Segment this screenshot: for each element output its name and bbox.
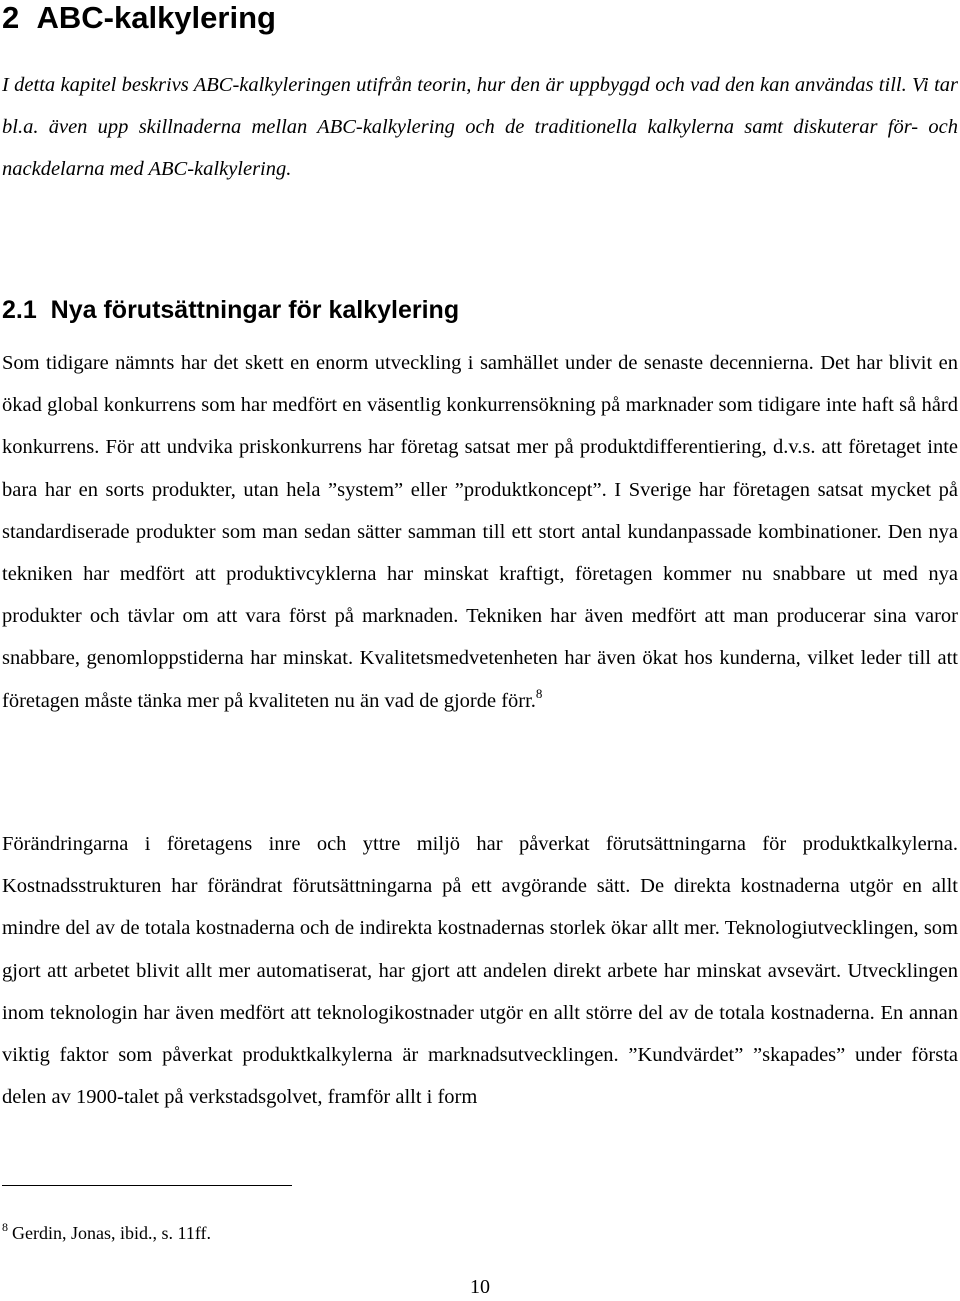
- paragraph-1: [2, 342, 958, 722]
- footnote-separator: [2, 1185, 292, 1186]
- section-number: 2.1: [2, 296, 37, 324]
- chapter-intro: I detta kapitel beskrivs ABC-kalkyleringen utifrån teorin, hur den är uppbyggd och vad den kan användas till. Vi tar bl.a. även upp skillnaderna mellan ABC-kalkylering och de traditionella kalkylerna samt diskuterar för- och nackdelarna med ABC-kalkylering.: [2, 74, 958, 180]
- section-title: Nya förutsättningar för kalkylering: [50, 296, 460, 324]
- chapter-heading: [2, 0, 276, 36]
- footnote-mark: 8: [2, 1220, 8, 1234]
- paragraph-1-text: Som tidigare nämnts har det skett en enorm utveckling i samhället under de senaste decennierna. Det har blivit en ökad global konkurrens som har medfört en väsentlig konkurrensökning på marknader som tidigare inte haft så hård konkurrens. För att undvika priskonkurrens har företag satsat mer på produktdifferentiering, d.v.s. att företaget inte bara har en sorts produkter, utan hela ”system” eller ”produktkoncept”. I Sverige har företagen satsat mycket på standardiserade produkter som man sedan sätter samman till ett stort antal kundanpassade kombinationer. Den nya tekniken har medfört att produktivcyklerna har minskat kraftigt, företagen kommer nu snabbare ut med nya produkter och tävlar om att vara först på marknaden. Tekniken har även medfört att man producerar sina varor snabbare, genomloppstiderna har minskat. Kvalitetsmedvetenheten har även ökat hos kunderna, vilket leder till att företagen måste tänka mer på kvaliteten nu än vad de gjorde förr.: [2, 352, 958, 712]
- paragraph-2: Förändringarna i företagens inre och yttre miljö har påverkat förutsättningarna för produktkalkylerna. Kostnadsstrukturen har förändrat förutsättningarna på ett avgörande sätt. De direkta kostnaderna utgör en allt mindre del av de totala kostnaderna och de indirekta kostnadernas storlek ökar allt mer. Teknologiutvecklingen, som gjort att arbetet blivit allt mer automatiserat, har gjort att andelen direkt arbete har minskat avsevärt. Utvecklingen inom teknologin har även medfört att teknologikostnader utgör en allt större del av de totala kostnaderna. En annan viktig faktor som påverkat produktkalkylerna är marknadsutvecklingen. ”Kundvärdet” ”skapades” under första delen av 1900-talet på verkstadsgolvet, framför allt i form: [2, 833, 958, 1109]
- footnote: [2, 1220, 211, 1246]
- section-heading: [2, 292, 459, 328]
- footnote-text: Gerdin, Jonas, ibid., s. 11ff.: [12, 1223, 211, 1243]
- page-number: 10: [470, 1276, 490, 1298]
- document-page: [2, 0, 958, 1301]
- chapter-title: ABC-kalkylering: [36, 0, 276, 35]
- chapter-number: 2: [2, 0, 20, 35]
- footnote-reference[interactable]: 8: [535, 685, 543, 701]
